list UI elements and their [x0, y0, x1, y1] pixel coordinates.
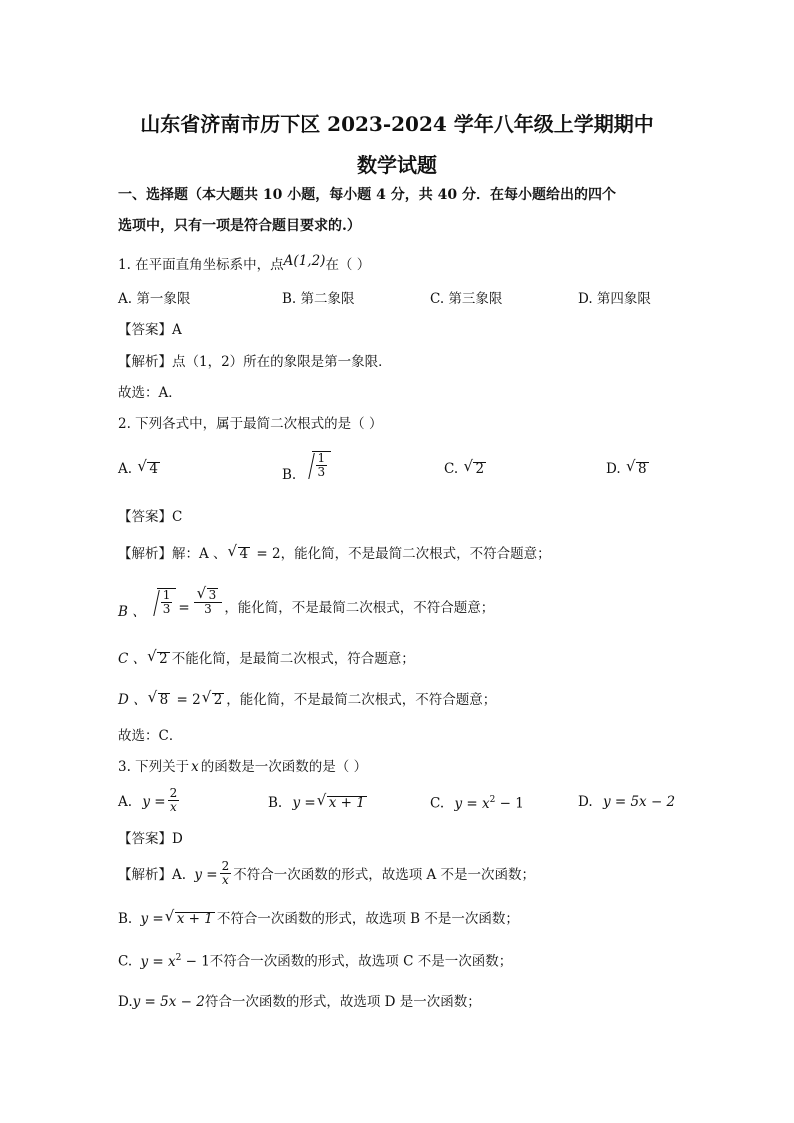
- sqrt-symbol: [464, 462, 486, 477]
- q3-option-c-expr-pre: y = x: [454, 795, 490, 812]
- q3-option-b-radicand: x + 1: [328, 795, 365, 811]
- q3-analysis-a-num: 2: [221, 859, 230, 873]
- q1-stem-post: 在（ ）: [325, 257, 371, 273]
- q3-analysis-b-prefix: B.: [118, 911, 133, 927]
- q3-stem-var: x: [191, 759, 199, 775]
- q3-option-a-lhs: y =: [142, 794, 166, 811]
- q3-option-b-lhs: y =: [292, 795, 316, 811]
- q3-analysis-b-text: 不符合一次函数的形式，故选项 B 不是一次函数；: [216, 911, 519, 927]
- q3-option-c-expr-post: − 1: [495, 795, 524, 812]
- q3-analysis-a-text: 不符合一次函数的形式，故选项 A 不是一次函数；: [233, 867, 536, 884]
- q2-analysis-c-text: 不能化简，是最简二次根式，符合题意；: [171, 651, 415, 667]
- q3-option-a-label: A.: [118, 794, 133, 811]
- q2-analysis-a-radicand: 4: [239, 546, 249, 562]
- q2-option-a-label: A.: [118, 461, 133, 477]
- q3-analysis-d-prefix: D.: [118, 994, 133, 1010]
- q1-point: A(1,2): [283, 253, 326, 269]
- q3-analysis-c: [118, 954, 512, 969]
- q2-analysis-d-radicand2: 2: [213, 692, 223, 708]
- q3-analysis-d: [118, 996, 481, 1010]
- q2-analysis-d-text: ，能化简，不是最简二次根式，不符合题意；: [226, 692, 497, 708]
- q3-option-a-frac: [168, 787, 180, 814]
- q2-analysis-d-radicand: 8: [159, 692, 169, 708]
- q2-analysis-b-den: 3: [162, 602, 171, 617]
- q2-option-a-radicand: 4: [149, 461, 158, 477]
- q3-analysis-a-den: x: [222, 873, 229, 888]
- q3-analysis-a: [118, 860, 535, 887]
- sqrt-symbol: [166, 912, 215, 927]
- q3-analysis-a-lhs: y =: [194, 867, 218, 884]
- section-heading-a: 一、选择题（本大题共 10 小题，每小题 4 分，共 40 分．在每小题给出的四个: [118, 187, 616, 203]
- q3-option-c-label: C.: [430, 795, 445, 812]
- q2-analysis-b-rden: 3: [204, 602, 212, 617]
- q1-choose: 故选：A．: [118, 385, 182, 401]
- section-heading-b: 选项中，只有一项是符合题目要求的.）: [118, 218, 361, 234]
- q2-option-c-radicand: 2: [475, 461, 485, 477]
- sqrt-symbol: [198, 588, 219, 602]
- q3-stem-post: 的函数是一次函数的是（ ）: [200, 759, 368, 775]
- q2-analysis-c-prefix: C 、: [118, 651, 147, 667]
- q1-option-d: D. 第四象限: [578, 291, 651, 307]
- q3-analysis-d-text: 符合一次函数的形式，故选项 D 是一次函数；: [204, 994, 481, 1010]
- doc-title-line2: 数学试题: [357, 153, 437, 177]
- q1-analysis: 【解析】点（1，2）所在的象限是第一象限．: [118, 354, 392, 370]
- q2-option-b-den: 3: [317, 465, 326, 480]
- q3-option-a-num: 2: [169, 786, 178, 800]
- q2-choose: 故选：C．: [118, 728, 183, 744]
- q2-analysis-b-result: [194, 588, 223, 616]
- q3-option-c-sup: 2: [489, 795, 496, 805]
- q3-analysis-c-sup: 2: [175, 953, 182, 963]
- q2-analysis-b-rnum: 3: [208, 588, 217, 602]
- sqrt-symbol: [318, 796, 367, 811]
- q3-analysis-b: [118, 912, 519, 927]
- q2-option-d-radicand: 8: [637, 461, 647, 477]
- q2-option-b: [282, 451, 331, 483]
- q3-option-c: [430, 796, 524, 811]
- sqrt-symbol: [301, 451, 332, 479]
- q1-answer: 【答案】A: [118, 322, 182, 338]
- q2-analysis-d-prefix: D 、: [118, 692, 147, 708]
- q1-option-b: B. 第二象限: [282, 291, 355, 307]
- q3-option-a-den: x: [170, 800, 177, 815]
- q2-analysis-a-eq: = 2: [252, 546, 281, 562]
- sqrt-symbol: [146, 588, 177, 616]
- q2-analysis-a: [118, 547, 551, 562]
- q3-analysis-c-expr-pre: y = x: [140, 953, 176, 970]
- q3-analysis-c-text: 不符合一次函数的形式，故选项 C 不是一次函数；: [209, 953, 513, 970]
- q2-answer: 【答案】C: [118, 509, 183, 525]
- q2-analysis-a-text: ，能化简，不是最简二次根式，不符合题意；: [280, 546, 551, 562]
- q2-analysis-d-eq: = 2: [172, 692, 201, 708]
- sqrt-symbol: [138, 462, 160, 477]
- q3-analysis-c-expr-post: − 1: [181, 953, 210, 970]
- sqrt-symbol: [149, 693, 171, 708]
- q2-option-d-label: D.: [606, 461, 621, 477]
- q2-option-c-label: C.: [444, 461, 459, 477]
- q3-analysis-b-lhs: y =: [140, 911, 164, 927]
- q2-option-b-num: 1: [317, 451, 326, 465]
- q2-stem: 2. 下列各式中，属于最简二次根式的是（ ）: [118, 416, 383, 432]
- q2-analysis-b-num: 1: [162, 588, 171, 602]
- q3-analysis-c-prefix: C.: [118, 953, 133, 970]
- q3-option-d: [578, 796, 675, 810]
- sqrt-symbol: [627, 462, 649, 477]
- q3-analysis-b-radicand: x + 1: [176, 911, 213, 927]
- q3-analysis-a-frac: [220, 860, 232, 887]
- q3-stem-pre: 3. 下列关于: [118, 759, 190, 775]
- q2-analysis-d: [118, 693, 496, 708]
- q3-stem: [118, 761, 367, 775]
- q3-option-b: [268, 796, 369, 811]
- q2-analysis-b: [118, 588, 495, 620]
- q3-analysis-d-expr: y = 5x − 2: [132, 994, 205, 1010]
- q1-option-c: C. 第三象限: [430, 291, 503, 307]
- sqrt-symbol: [148, 652, 170, 667]
- q2-option-c: [444, 462, 488, 477]
- q2-analysis-b-eq: =: [178, 599, 190, 616]
- q2-analysis-a-prefix: 【解析】解：A 、: [118, 546, 227, 562]
- sqrt-symbol: [203, 693, 225, 708]
- q1-stem-pre: 1. 在平面直角坐标系中，点: [118, 257, 284, 273]
- sqrt-symbol: [229, 547, 251, 562]
- q3-option-d-label: D.: [578, 794, 593, 810]
- q3-analysis-a-prefix: 【解析】A.: [118, 867, 187, 884]
- q2-analysis-c-radicand: 2: [159, 651, 168, 667]
- q2-analysis-b-text: ，能化简，不是最简二次根式，不符合题意；: [224, 599, 495, 616]
- q3-option-d-expr: y = 5x − 2: [602, 794, 676, 810]
- q1-stem: [118, 253, 371, 273]
- q2-option-a: [118, 462, 162, 477]
- q3-option-a: [118, 787, 181, 814]
- q2-analysis-c: [118, 652, 415, 667]
- doc-title-line1: 山东省济南市历下区 2023-2024 学年八年级上学期期中: [140, 112, 654, 136]
- q3-answer: 【答案】D: [118, 831, 183, 847]
- q2-analysis-b-prefix: B 、: [118, 603, 146, 620]
- q1-option-a: A. 第一象限: [118, 291, 191, 307]
- q2-option-d: [606, 462, 651, 477]
- q2-option-b-label: B.: [282, 466, 297, 483]
- q3-option-b-label: B.: [268, 795, 283, 811]
